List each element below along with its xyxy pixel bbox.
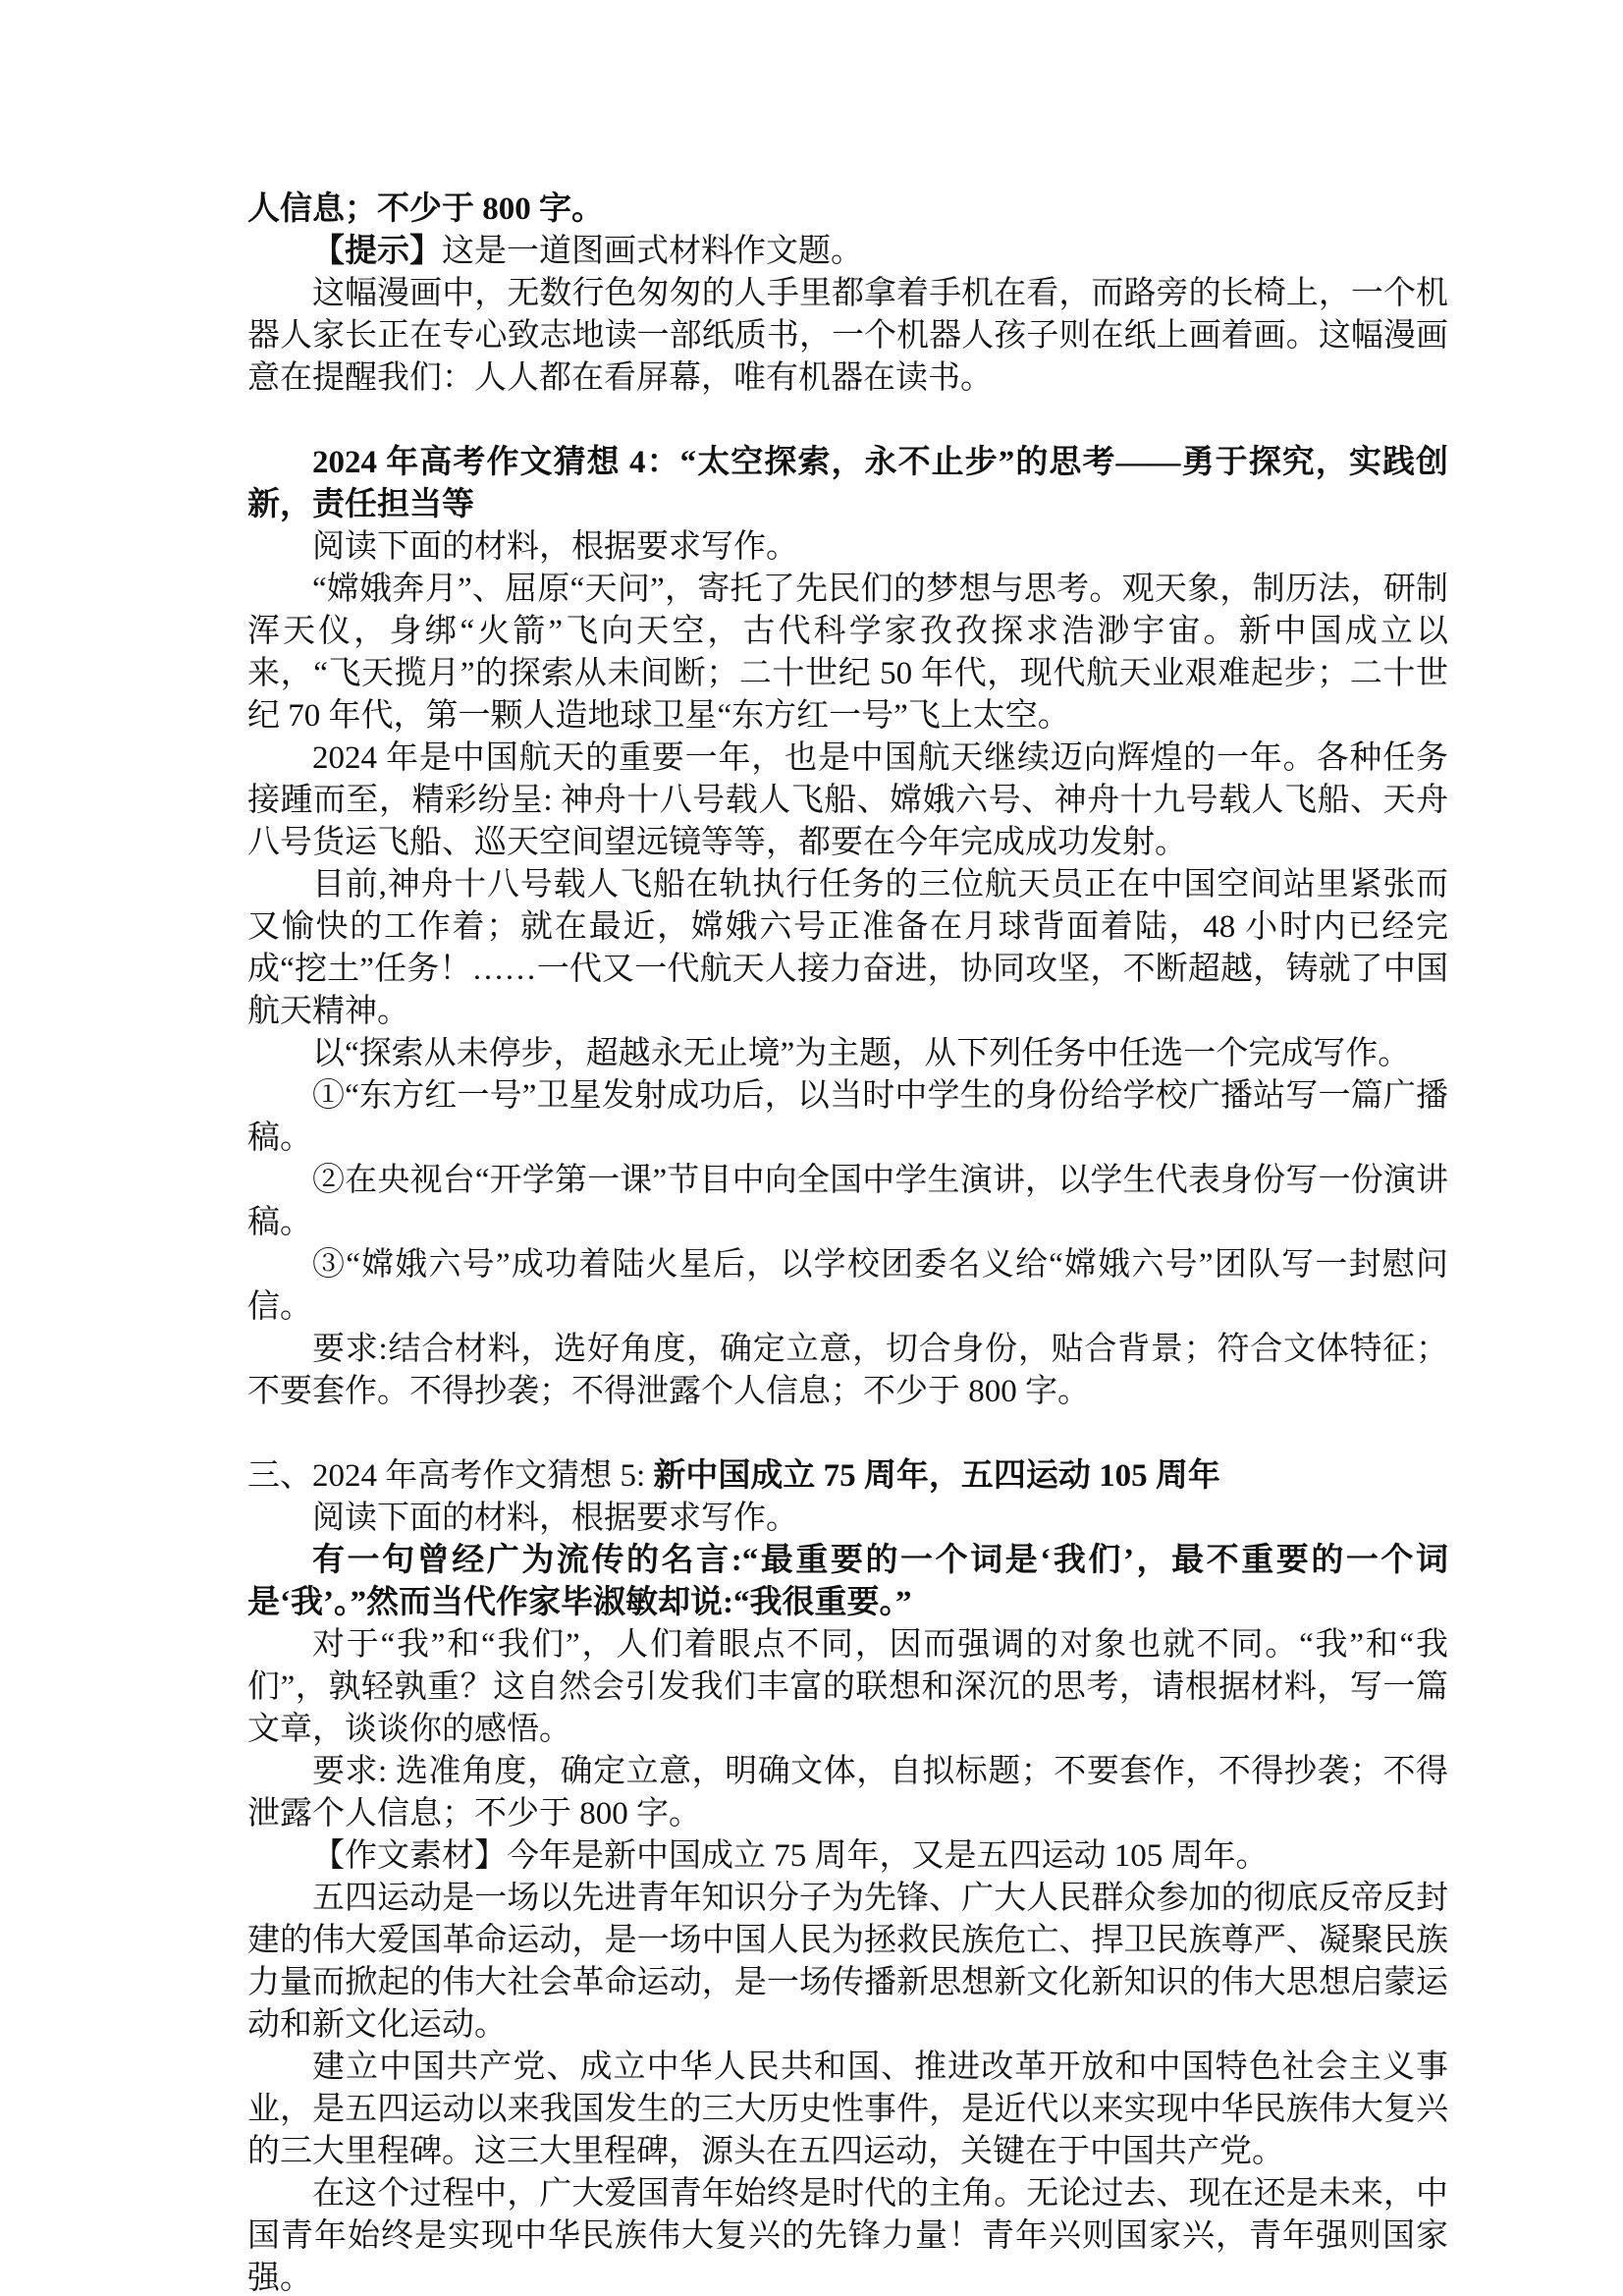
essay5-heading-title: 新中国成立 75 周年，五四运动 105 周年: [653, 1458, 1220, 1494]
section-gap: [247, 1413, 1448, 1455]
essay5-source-intro: [247, 1835, 1448, 1878]
essay5-source-para-3: 在这个过程中，广大爱国青年始终是时代的主角。无论过去、现在还是未来，中国青年始终是实现中华民族伟大复兴的先锋力量！青年兴则国家兴，青年强则国家强。: [247, 2176, 1448, 2296]
essay5-quote: 有一句曾经广为流传的名言:“最重要的一个词是‘我们’，最不重要的一个词是‘我’。”然而当代作家毕淑敏却说:“我很重要。”: [247, 1543, 1448, 1620]
hint-paragraph: [247, 231, 1448, 273]
essay5-requirements: 要求: 选准角度，确定立意，明确文体，自拟标题；不要套作，不得抄袭；不得泄露个人信息；不少于 800 字。: [247, 1754, 1448, 1831]
cartoon-analysis-paragraph: 这幅漫画中，无数行色匆匆的人手里都拿着手机在看，而路旁的长椅上，一个机器人家长正在专心致志地读一部纸质书，一个机器人孩子则在纸上画着画。这幅漫画意在提醒我们：人人都在看屏幕，唯有机器在读书。: [247, 276, 1448, 396]
essay4-task-3: ③“嫦娥六号”成功着陆火星后，以学校团委名义给“嫦娥六号”团队写一封慰问信。: [247, 1247, 1448, 1325]
essay4-material-1: “嫦娥奔月”、屈原“天问”，寄托了先民们的梦想与思考。观天象，制历法，研制浑天仪，身绑“火箭”飞向天空，古代科学家孜孜探求浩渺宇宙。新中国成立以来，“飞天揽月”的探索从未间断；二十世纪 50 年代，现代航天业艰难起步；二十世纪 70 年代，第一颗人造地球卫星“东方红一号”飞上太空。: [247, 572, 1448, 734]
source-label: 【作文素材】: [312, 1838, 507, 1874]
essay4-material-2: 2024 年是中国航天的重要一年，也是中国航天继续迈向辉煌的一年。各种任务接踵而至，精彩纷呈: 神舟十八号载人飞船、嫦娥六号、神舟十九号载人飞船、天舟八号货运飞船、巡天空间望远镜等等，都要在今年完成成功发射。: [247, 740, 1448, 860]
essay5-heading-prefix: 三、2024 年高考作文猜想 5:: [247, 1458, 654, 1494]
essay4-title: 2024 年高考作文猜想 4：“太空探索，永不止步”的思考——勇于探究，实践创新，责任担当等: [247, 445, 1448, 522]
essay5-source-para-2: 建立中国共产党、成立中华人民共和国、推进改革开放和中国特色社会主义事业，是五四运动以来我国发生的三大历史性事件，是近代以来实现中华民族伟大复兴的三大里程碑。这三大里程碑，源头在五四运动，关键在于中国共产党。: [247, 2050, 1448, 2169]
essay5-source-para-1: 五四运动是一场以先进青年知识分子为先锋、广大人民群众参加的彻底反帝反封建的伟大爱国革命运动，是一场中国人民为拯救民族危亡、捍卫民族尊严、凝聚民族力量而掀起的伟大社会革命运动，是一场传播新思想新文化新知识的伟大思想启蒙运动和新文化运动。: [247, 1881, 1448, 2043]
source-text: 今年是新中国成立 75 周年，又是五四运动 105 周年。: [507, 1838, 1269, 1874]
essay4-task-2: ②在央视台“开学第一课”节目中向全国中学生演讲，以学生代表身份写一份演讲稿。: [247, 1163, 1448, 1240]
essay5-intro: 阅读下面的材料，根据要求写作。: [312, 1501, 798, 1536]
essay5-heading: [247, 1455, 1448, 1498]
essay4-task-1: ①“东方红一号”卫星发射成功后，以当时中学生的身份给学校广播站写一篇广播稿。: [247, 1078, 1448, 1156]
essay4-intro: 阅读下面的材料，根据要求写作。: [312, 529, 798, 565]
essay4-theme: 以“探索从未停步，超越永无止境”为主题，从下列任务中任选一个完成写作。: [312, 1036, 1411, 1071]
prev-requirements-tail: 人信息；不少于 800 字。: [247, 191, 604, 227]
hint-label: 【提示】: [312, 234, 442, 269]
essay5-material: 对于“我”和“我们”，人们着眼点不同，因而强调的对象也就不同。“我”和“我们”，孰轻孰重？这自然会引发我们丰富的联想和深沉的思考，请根据材料，写一篇文章，谈谈你的感悟。: [247, 1627, 1448, 1747]
section-gap: [247, 400, 1448, 442]
essay4-requirements: 要求:结合材料，选好角度，确定立意，切合身份，贴合背景；符合文体特征；不要套作。不得抄袭；不得泄露个人信息；不少于 800 字。: [247, 1332, 1448, 1409]
essay4-material-3: 目前,神舟十八号载人飞船在轨执行任务的三位航天员正在中国空间站里紧张而又愉快的工作着；就在最近，嫦娥六号正准备在月球背面着陆，48 小时内已经完成“挖土”任务！……一代又一代航天人接力奋进，协同攻坚，不断超越，铸就了中国航天精神。: [247, 867, 1448, 1029]
hint-text: 这是一道图画式材料作文题。: [442, 234, 863, 269]
